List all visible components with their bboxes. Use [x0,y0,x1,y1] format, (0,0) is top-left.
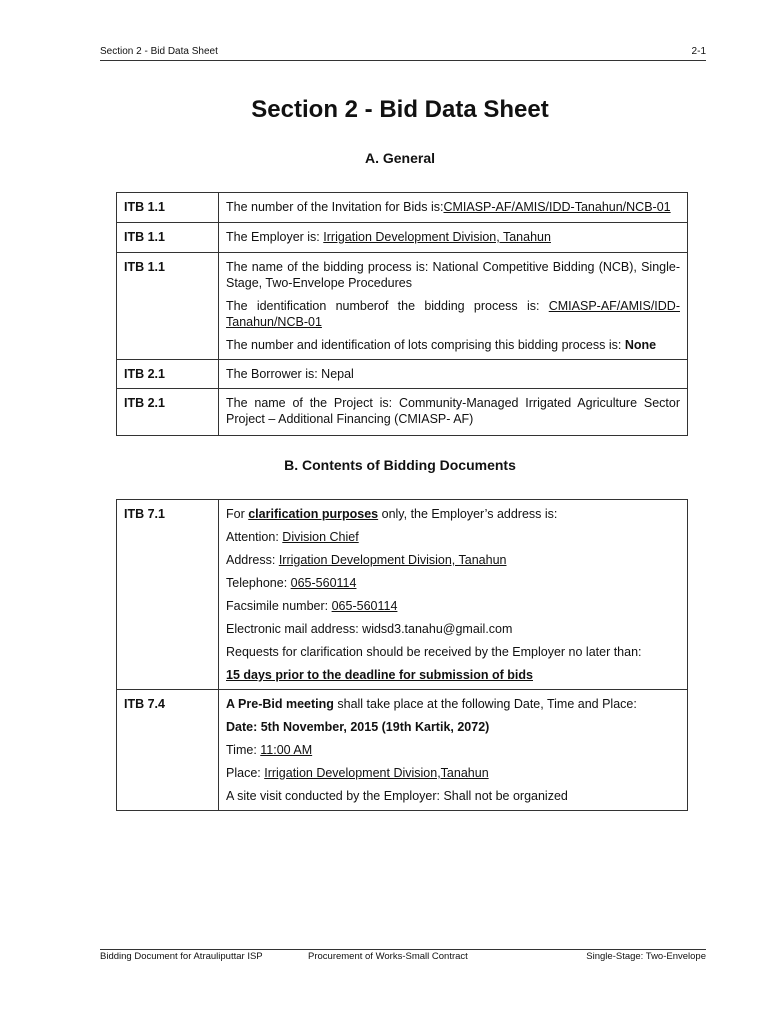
itb-text: The number of the Invitation for Bids is:CMIASP-AF/AMIS/IDD-Tanahun/NCB-01 [219,193,688,223]
header-section-label: Section 2 - Bid Data Sheet [100,46,218,57]
meeting-time: Time: 11:00 AM [226,743,313,757]
footer-rule [100,949,706,950]
itb-ref: ITB 7.1 [117,500,219,690]
itb-text: A Pre-Bid meeting shall take place at the following Date, Time and Place: Date: 5th November, 2015 (19th Kartik, 2072) Time: 11:00 AM Place: Irrigation Development Division,Tanahun A site visit conducted by the Employer: Shall not be organized [219,690,688,811]
itb-ref: ITB 2.1 [117,360,219,389]
bidding-process-id: The identification numberof the bidding process is: CMIASP-AF/AMIS/IDD-Tanahun/NCB-01 [226,299,680,329]
employer-name: Irrigation Development Division, Tanahun [323,230,551,244]
table-row [117,500,688,690]
itb-text [219,253,688,360]
email-line: Electronic mail address: widsd3.tanahu@gmail.com [226,622,513,636]
table-row [117,223,688,253]
ifb-number: CMIASP-AF/AMIS/IDD-Tanahun/NCB-01 [443,200,671,214]
clarification-deadline-text: Requests for clarification should be received by the Employer no later than: [226,645,642,659]
facsimile-line: Facsimile number: 065-560114 [226,599,398,613]
attention-line: Attention: Division Chief [226,530,359,544]
footer-procurement-type: Procurement of Works-Small Contract [308,951,468,962]
itb-ref: ITB 1.1 [117,253,219,360]
bidding-process-name: The name of the bidding process is: National Competitive Bidding (NCB), Single-Stage, Two-Envelope Procedures [226,260,680,290]
header-rule [100,60,706,61]
section-a-heading: A. General [364,150,436,166]
meeting-place: Place: Irrigation Development Division,Tanahun [226,766,489,780]
page-title: Section 2 - Bid Data Sheet [251,96,549,123]
clarification-deadline: 15 days prior to the deadline for submission of bids [226,668,533,682]
section-b-heading: B. Contents of Bidding Documents [284,457,516,473]
table-row [117,690,688,811]
table-row [117,253,688,360]
site-visit-line: A site visit conducted by the Employer: Shall not be organized [226,789,568,803]
meeting-date: Date: 5th November, 2015 (19th Kartik, 2072) [226,720,490,734]
page-header [100,46,706,57]
header-page-number: 2-1 [691,46,706,57]
address-line: Address: Irrigation Development Division, Tanahun [226,553,507,567]
general-table [116,192,688,436]
itb-text: The Employer is: Irrigation Development Division, Tanahun [219,223,688,253]
itb-ref: ITB 1.1 [117,223,219,253]
lots-info: The number and identification of lots comprising this bidding process is: None [226,338,657,352]
footer-procedure: Single-Stage: Two-Envelope [586,951,706,962]
table-row [117,193,688,223]
table-row [117,389,688,436]
contents-table [116,499,688,811]
itb-text: For clarification purposes only, the Employer’s address is: Attention: Division Chief Address: Irrigation Development Division, Tanahun Telephone: 065-560114 Facsimile number: 065-560114 Electronic mail address: widsd3.tanahu@gmail.com Requests for clarification should be received by the Employer no later than: 15 days prior to the deadline for submission of bids [219,500,688,690]
footer-document-name: Bidding Document for Atrauliputtar ISP [100,951,263,962]
itb-text: The Borrower is: Nepal [219,360,688,389]
telephone-line: Telephone: 065-560114 [226,576,357,590]
project-name: The name of the Project is: Community-Managed Irrigated Agriculture Sector Project – Additional Financing (CMIASP- AF) [226,396,680,426]
itb-ref: ITB 7.4 [117,690,219,811]
itb-ref: ITB 1.1 [117,193,219,223]
itb-ref: ITB 2.1 [117,389,219,436]
table-row [117,360,688,389]
